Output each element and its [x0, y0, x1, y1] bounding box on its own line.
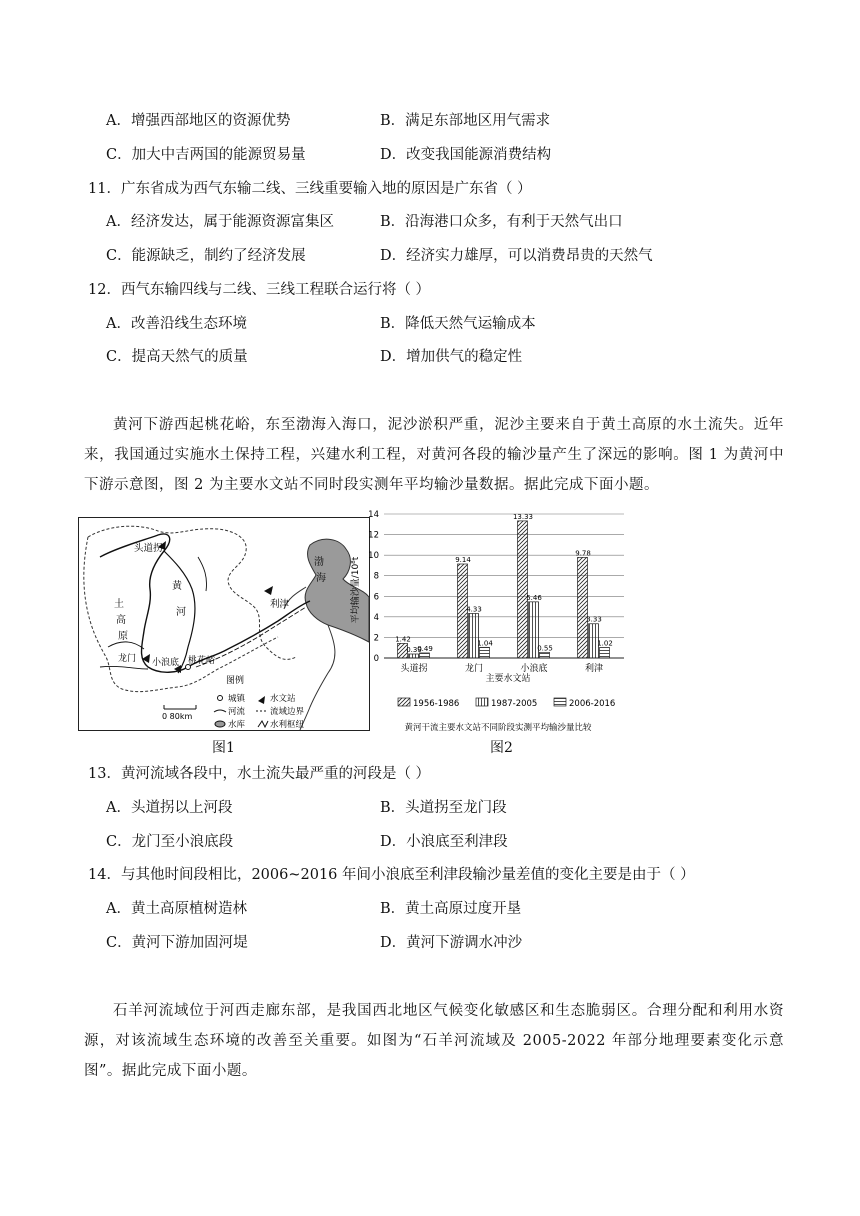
sediment-bar-chart — [348, 508, 632, 734]
chart-legend-label: 2006-2016 — [569, 699, 616, 709]
chart-bar-label: 9.14 — [455, 555, 471, 564]
q10-option-b[interactable]: B．满足东部地区用气需求 — [380, 113, 551, 129]
chart-category-label: 利津 — [584, 664, 604, 674]
legend-river: 河流 — [228, 707, 246, 717]
chart-bar-label: 3.33 — [586, 615, 602, 624]
chart-bar — [469, 613, 479, 658]
q10-option-c[interactable]: C．加大中吉两国的能源贸易量 — [106, 147, 306, 163]
map-legend-title: 图例 — [226, 676, 245, 686]
chart-ytick-label: 2 — [373, 633, 379, 644]
chart-ytick-label: 8 — [373, 571, 379, 582]
chart-bar-label: 0.39 — [406, 645, 422, 654]
q12-option-d[interactable]: D．增加供气的稳定性 — [380, 349, 523, 365]
q10-option-a[interactable]: A．增强西部地区的资源优势 — [106, 113, 291, 129]
chart-legend-label: 1987-2005 — [491, 699, 538, 709]
map-label-tu-2: 高 — [116, 615, 126, 626]
chart-bar — [600, 648, 610, 658]
map-scale: 0 80km — [162, 712, 193, 721]
map-label-bohai-1: 渤 — [314, 557, 324, 568]
q12-option-b[interactable]: B．降低天然气运输成本 — [380, 316, 536, 332]
chart-bar-label: 1.02 — [597, 639, 613, 648]
q12-stem: 12．西气东输四线与二线、三线工程联合运行将（ ） — [88, 282, 431, 298]
q14-option-a[interactable]: A．黄土高原植树造林 — [106, 901, 247, 917]
q10-option-d[interactable]: D．改变我国能源消费结构 — [380, 147, 552, 163]
chart-ytick-label: 4 — [373, 612, 379, 623]
map-label-xiaolangdi: 小浪底 — [152, 658, 180, 668]
chart-bar-label: 1.04 — [477, 639, 493, 648]
figure1-caption: 图1 — [212, 740, 235, 756]
q14-option-c[interactable]: C．黄河下游加固河堤 — [106, 935, 248, 951]
chart-ytick-label: 0 — [373, 654, 379, 664]
q13-option-b[interactable]: B．头道拐至龙门段 — [380, 800, 507, 816]
chart-ytick-label: 12 — [368, 530, 379, 541]
map-label-taohuayu: 桃花峪 — [188, 656, 216, 666]
chart-bar — [518, 521, 528, 658]
figure2-caption: 图2 — [490, 740, 513, 756]
chart-xlabel: 主要水文站 — [485, 674, 531, 684]
chart-bar-label: 0.55 — [537, 644, 553, 653]
chart-bar-label: 0.49 — [417, 644, 433, 653]
legend-hydro-hub: 水利枢纽 — [270, 720, 305, 730]
chart-legend-swatch — [476, 698, 488, 706]
chart-bar — [409, 654, 419, 658]
chart-category-label: 头道拐 — [400, 664, 428, 674]
q11-option-a[interactable]: A．经济发达，属于能源资源富集区 — [106, 214, 334, 230]
passage-yellow-river: 黄河下游西起桃花峪，东至渤海入海口，泥沙淤积严重，泥沙主要来自于黄土高原的水土流失。近年来，我国通过实施水土保持工程，兴建水利工程，对黄河各段的输沙量产生了深远的影响。图 1 为黄河中下游示意图，图 2 为主要水文站不同时段实测年平均输沙量数据。据此完成下面小题。 — [84, 417, 784, 493]
map-label-longmen: 龙门 — [118, 654, 137, 664]
yellow-river-map — [78, 517, 370, 731]
map-label-lijin: 利津 — [270, 599, 290, 610]
legend-station: 水文站 — [270, 694, 296, 704]
passage-shiyang-river: 石羊河流域位于河西走廊东部，是我国西北地区气候变化敏感区和生态脆弱区。合理分配和利用水资源，对该流域生态环境的改善至关重要。如图为“石羊河流域及 2005-2022 年部分地理要素变化示意图”。据此完成下面小题。 — [84, 1003, 784, 1079]
map-label-tu-3: 原 — [118, 631, 128, 642]
chart-bar — [578, 557, 588, 658]
chart-bar-label: 4.33 — [466, 605, 482, 614]
chart-bar — [540, 652, 550, 658]
chart-bar — [480, 647, 490, 658]
q11-option-b[interactable]: B．沿海港口众多，有利于天然气出口 — [380, 214, 623, 230]
chart-category-label: 小浪底 — [520, 664, 548, 674]
legend-reservoir: 水库 — [228, 720, 246, 730]
q14-option-d[interactable]: D．黄河下游调水冲沙 — [380, 935, 523, 951]
q11-option-d[interactable]: D．经济实力雄厚，可以消费昂贵的天然气 — [380, 248, 653, 264]
map-label-toudaoguai: 头道拐 — [134, 543, 163, 554]
q11-stem: 11．广东省成为西气东输二线、三线重要输入地的原因是广东省（ ） — [88, 181, 532, 197]
q13-option-c[interactable]: C．龙门至小浪底段 — [106, 834, 234, 850]
chart-bar-label: 13.33 — [512, 512, 534, 521]
q14-option-b[interactable]: B．黄土高原过度开垦 — [380, 901, 522, 917]
chart-title: 黄河干流主要水文站不同阶段实测平均输沙量比较 — [404, 723, 592, 733]
q11-option-c[interactable]: C．能源缺乏，制约了经济发展 — [106, 248, 306, 264]
map-label-huang: 黄 — [172, 581, 182, 592]
chart-bar-label: 9.78 — [575, 549, 591, 558]
chart-bar-label: 1.42 — [395, 635, 411, 644]
map-label-tu-1: 土 — [114, 599, 124, 610]
chart-category-label: 龙门 — [464, 664, 484, 674]
map-label-he: 河 — [176, 607, 186, 618]
legend-basin-boundary: 流域边界 — [270, 707, 305, 717]
chart-legend-label: 1956-1986 — [413, 699, 460, 709]
q13-option-d[interactable]: D．小浪底至利津段 — [380, 834, 508, 850]
map-label-bohai-2: 海 — [316, 573, 326, 584]
legend-town: 城镇 — [228, 694, 246, 704]
q14-stem: 14．与其他时间段相比，2006~2016 年间小浪底至利津段输沙量差值的变化主要是由于（ ） — [88, 867, 695, 883]
q13-stem: 13．黄河流域各段中，水土流失最严重的河段是（ ） — [88, 766, 431, 782]
chart-ytick-label: 14 — [368, 510, 379, 520]
chart-bar-label: 5.46 — [526, 593, 542, 602]
chart-ytick-label: 6 — [373, 592, 379, 603]
chart-legend-swatch — [554, 698, 566, 706]
q13-option-a[interactable]: A．头道拐以上河段 — [106, 800, 233, 816]
q12-option-c[interactable]: C．提高天然气的质量 — [106, 349, 248, 365]
q12-option-a[interactable]: A．改善沿线生态环境 — [106, 316, 247, 332]
chart-ytick-label: 10 — [368, 551, 379, 562]
chart-ylabel: 平均输沙量/10⁸t — [351, 556, 361, 624]
chart-legend-swatch — [398, 698, 410, 706]
